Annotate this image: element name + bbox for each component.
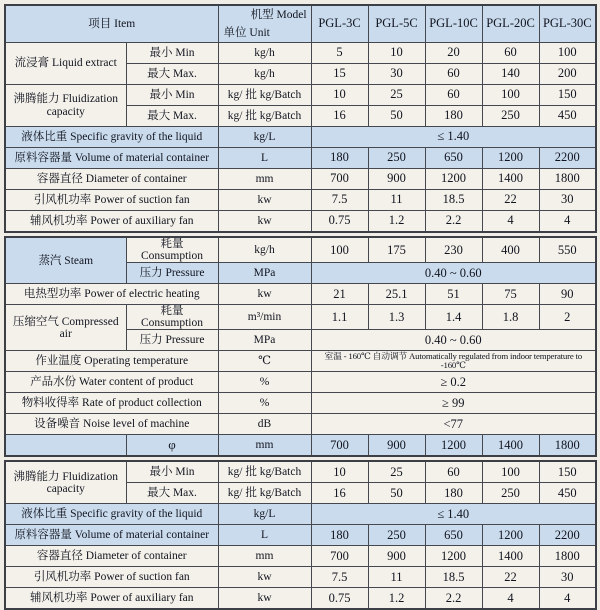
item-label-cell: 原料容器量 Volume of material container: [5, 525, 218, 546]
item-label-cell: 物料收得率 Rate of product collection: [5, 393, 218, 414]
value-cell: 7.5: [311, 190, 368, 211]
value-cell: 400: [482, 237, 539, 263]
value-cell: 4: [482, 588, 539, 610]
unit-cell: dB: [218, 414, 311, 435]
unit-cell: kg/h: [218, 43, 311, 64]
sub-item-cell: 最大 Max.: [126, 64, 218, 85]
phi-symbol-cell: φ: [126, 435, 218, 457]
value-cell: 1400: [482, 435, 539, 457]
table-row: [5, 284, 596, 305]
value-cell: 550: [539, 237, 596, 263]
item-label-cell: 设备噪音 Noise level of machine: [5, 414, 218, 435]
value-cell: 16: [311, 483, 368, 504]
value-cell: 30: [539, 567, 596, 588]
item-label-cell: 作业温度 Operating temperature: [5, 351, 218, 372]
spec-table-upper: [4, 4, 597, 233]
unit-cell: kw: [218, 211, 311, 233]
item-label-cell: 辅风机功率 Power of auxiliary fan: [5, 211, 218, 233]
sub-item-cell: 压力 Pressure: [126, 263, 218, 284]
unit-cell: mm: [218, 546, 311, 567]
value-cell: 1200: [425, 546, 482, 567]
item-label-cell: 液体比重 Specific gravity of the liquid: [5, 504, 218, 525]
value-cell: 60: [482, 43, 539, 64]
table-row: [5, 393, 596, 414]
value-cell: 1.3: [368, 305, 425, 330]
value-cell: 16: [311, 106, 368, 127]
unit-cell: L: [218, 148, 311, 169]
unit-cell: MPa: [218, 263, 311, 284]
unit-cell: kw: [218, 284, 311, 305]
sub-item-cell: 耗量 Consumption: [126, 305, 218, 330]
unit-cell: kg/ 批 kg/Batch: [218, 85, 311, 106]
unit-cell: MPa: [218, 330, 311, 351]
table-row: [5, 414, 596, 435]
value-cell: 100: [539, 43, 596, 64]
value-cell: 250: [368, 525, 425, 546]
span-value-cell: 0.40 ~ 0.60: [311, 330, 596, 351]
unit-cell: m³/min: [218, 305, 311, 330]
value-cell: 30: [368, 64, 425, 85]
unit-cell: L: [218, 525, 311, 546]
unit-cell: kw: [218, 567, 311, 588]
span-value-cell: ≤ 1.40: [311, 127, 596, 148]
value-cell: 450: [539, 483, 596, 504]
item-label-cell: 液体比重 Specific gravity of the liquid: [5, 127, 218, 148]
value-cell: 0.75: [311, 588, 368, 610]
item-label-cell: 流浸膏 Liquid extract: [5, 43, 126, 85]
span-value-cell: ≤ 1.40: [311, 504, 596, 525]
value-cell: 90: [539, 284, 596, 305]
value-cell: 100: [311, 237, 368, 263]
value-cell: 0.75: [311, 211, 368, 233]
value-cell: 50: [368, 483, 425, 504]
table-row: [5, 567, 596, 588]
table-row: [5, 190, 596, 211]
value-cell: 10: [311, 461, 368, 483]
table-row: [5, 351, 596, 372]
value-cell: 2: [539, 305, 596, 330]
item-label-cell: 容器直径 Diameter of container: [5, 169, 218, 190]
span-value-cell: <77: [311, 414, 596, 435]
model-column-header: PGL-3C: [311, 5, 368, 43]
value-cell: 1200: [482, 148, 539, 169]
unit-cell: kg/ 批 kg/Batch: [218, 483, 311, 504]
item-label-cell: 产品水份 Water content of product: [5, 372, 218, 393]
value-cell: 60: [425, 64, 482, 85]
value-cell: 1.2: [368, 588, 425, 610]
value-cell: 2200: [539, 148, 596, 169]
value-cell: 7.5: [311, 567, 368, 588]
item-label-cell: 引风机功率 Power of suction fan: [5, 190, 218, 211]
sub-item-cell: 最大 Max.: [126, 106, 218, 127]
item-label-cell: 辅风机功率 Power of auxiliary fan: [5, 588, 218, 610]
value-cell: 4: [482, 211, 539, 233]
diagonal-header-cell: [218, 5, 311, 43]
value-cell: 60: [425, 461, 482, 483]
value-cell: 1400: [482, 169, 539, 190]
value-cell: 10: [368, 43, 425, 64]
table-row: [5, 372, 596, 393]
table-row: [5, 546, 596, 567]
value-cell: 1200: [425, 435, 482, 457]
value-cell: 2.2: [425, 588, 482, 610]
value-cell: 180: [311, 148, 368, 169]
value-cell: 4: [539, 588, 596, 610]
spec-table-middle: [4, 236, 597, 457]
model-column-header: PGL-10C: [425, 5, 482, 43]
sub-item-cell: 压力 Pressure: [126, 330, 218, 351]
value-cell: 200: [539, 64, 596, 85]
spec-table-lower: [4, 460, 597, 610]
unit-cell: ℃: [218, 351, 311, 372]
sub-item-cell: 最大 Max.: [126, 483, 218, 504]
value-cell: 11: [368, 190, 425, 211]
table-row: [5, 461, 596, 483]
value-cell: 150: [539, 461, 596, 483]
value-cell: 175: [368, 237, 425, 263]
sub-item-cell: 最小 Min: [126, 461, 218, 483]
item-label-cell: 沸腾能力 Fluidization capacity: [5, 85, 126, 127]
item-label-cell: 容器直径 Diameter of container: [5, 546, 218, 567]
value-cell: 230: [425, 237, 482, 263]
value-cell: 30: [539, 190, 596, 211]
value-cell: 25.1: [368, 284, 425, 305]
unit-cell: kg/L: [218, 504, 311, 525]
value-cell: 700: [311, 546, 368, 567]
table-row: [5, 525, 596, 546]
value-cell: 900: [368, 546, 425, 567]
value-cell: 21: [311, 284, 368, 305]
value-cell: 25: [368, 461, 425, 483]
item-label-cell: [5, 435, 126, 457]
unit-header-label: 单位 Unit: [223, 26, 270, 39]
value-cell: 1.2: [368, 211, 425, 233]
value-cell: 450: [539, 106, 596, 127]
item-label-cell: 压缩空气 Compressed air: [5, 305, 126, 351]
value-cell: 1800: [539, 435, 596, 457]
span-value-cell: ≥ 99: [311, 393, 596, 414]
value-cell: 1.8: [482, 305, 539, 330]
item-label-cell: 沸腾能力 Fluidization capacity: [5, 461, 126, 504]
unit-cell: kg/h: [218, 64, 311, 85]
value-cell: 100: [482, 461, 539, 483]
value-cell: 140: [482, 64, 539, 85]
unit-cell: %: [218, 393, 311, 414]
model-column-header: PGL-30C: [539, 5, 596, 43]
table-row: [5, 435, 596, 457]
model-column-header: PGL-20C: [482, 5, 539, 43]
value-cell: 250: [482, 483, 539, 504]
value-cell: 700: [311, 169, 368, 190]
item-header-cell: 项目 Item: [5, 5, 218, 43]
table-header-row: [5, 5, 596, 43]
sub-item-cell: 耗量 Consumption: [126, 237, 218, 263]
model-column-header: PGL-5C: [368, 5, 425, 43]
value-cell: 22: [482, 567, 539, 588]
table-row: [5, 237, 596, 263]
value-cell: 650: [425, 148, 482, 169]
value-cell: 15: [311, 64, 368, 85]
value-cell: 650: [425, 525, 482, 546]
value-cell: 1800: [539, 169, 596, 190]
model-header-label: 机型 Model: [250, 9, 307, 21]
table-row: [5, 43, 596, 64]
value-cell: 2200: [539, 525, 596, 546]
value-cell: 900: [368, 169, 425, 190]
value-cell: 1.1: [311, 305, 368, 330]
value-cell: 1.4: [425, 305, 482, 330]
value-cell: 180: [311, 525, 368, 546]
sub-item-cell: 最小 Min: [126, 85, 218, 106]
value-cell: 150: [539, 85, 596, 106]
table-row: [5, 305, 596, 330]
value-cell: 11: [368, 567, 425, 588]
unit-cell: kw: [218, 190, 311, 211]
unit-cell: kg/h: [218, 237, 311, 263]
value-cell: 5: [311, 43, 368, 64]
value-cell: 1800: [539, 546, 596, 567]
sub-item-cell: 最小 Min: [126, 43, 218, 64]
table-row: [5, 504, 596, 525]
value-cell: 250: [368, 148, 425, 169]
item-label-cell: 蒸汽 Steam: [5, 237, 126, 284]
value-cell: 1200: [425, 169, 482, 190]
value-cell: 700: [311, 435, 368, 457]
unit-cell: %: [218, 372, 311, 393]
value-cell: 4: [539, 211, 596, 233]
span-value-cell: ≥ 0.2: [311, 372, 596, 393]
table-row: [5, 148, 596, 169]
item-label-cell: 引风机功率 Power of suction fan: [5, 567, 218, 588]
value-cell: 250: [482, 106, 539, 127]
value-cell: 50: [368, 106, 425, 127]
value-cell: 900: [368, 435, 425, 457]
table-row: [5, 169, 596, 190]
value-cell: 100: [482, 85, 539, 106]
unit-cell: mm: [218, 169, 311, 190]
value-cell: 2.2: [425, 211, 482, 233]
value-cell: 60: [425, 85, 482, 106]
value-cell: 10: [311, 85, 368, 106]
value-cell: 75: [482, 284, 539, 305]
unit-cell: kg/ 批 kg/Batch: [218, 461, 311, 483]
unit-cell: mm: [218, 435, 311, 457]
value-cell: 1400: [482, 546, 539, 567]
span-value-cell: 室温 - 160℃ 自动调节 Automatically regulated from indoor temperature to -160℃: [311, 351, 596, 372]
item-label-cell: 电热型功率 Power of electric heating: [5, 284, 218, 305]
unit-cell: kg/L: [218, 127, 311, 148]
table-row: [5, 211, 596, 233]
value-cell: 22: [482, 190, 539, 211]
value-cell: 18.5: [425, 190, 482, 211]
table-row: [5, 85, 596, 106]
value-cell: 25: [368, 85, 425, 106]
table-row: [5, 588, 596, 610]
value-cell: 180: [425, 106, 482, 127]
table-row: [5, 127, 596, 148]
value-cell: 51: [425, 284, 482, 305]
value-cell: 18.5: [425, 567, 482, 588]
unit-cell: kg/ 批 kg/Batch: [218, 106, 311, 127]
item-label-cell: 原料容器量 Volume of material container: [5, 148, 218, 169]
span-value-cell: 0.40 ~ 0.60: [311, 263, 596, 284]
value-cell: 20: [425, 43, 482, 64]
value-cell: 1200: [482, 525, 539, 546]
unit-cell: kw: [218, 588, 311, 610]
value-cell: 180: [425, 483, 482, 504]
